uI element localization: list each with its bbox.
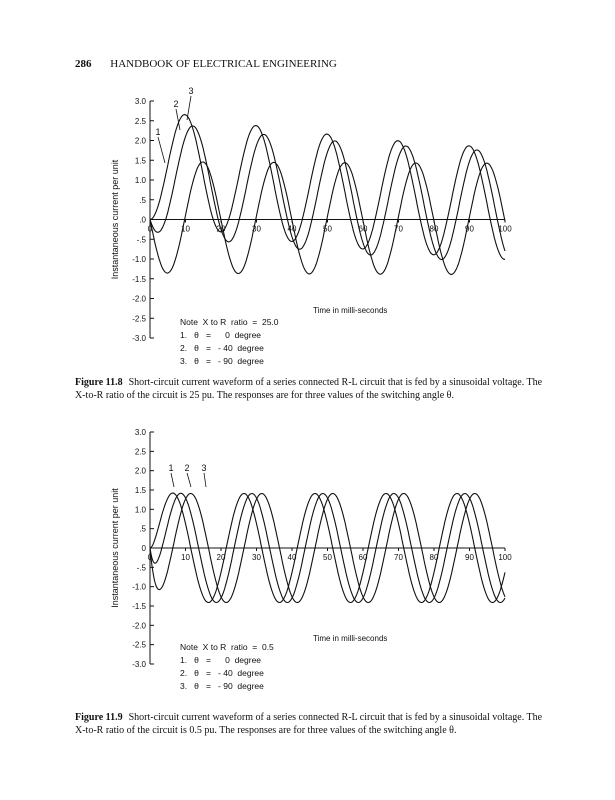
note-line: Note X to R ratio = 0.5 [180, 642, 274, 652]
x-tick-label: 60 [358, 553, 368, 562]
y-tick-label: 1.5 [134, 156, 146, 166]
figure-11-9 [0, 425, 615, 705]
y-tick-label: -2.5 [132, 314, 146, 324]
series-1-label: 1 [155, 127, 161, 137]
y-tick-label: -3.0 [132, 660, 146, 669]
y-tick-label: -1.0 [132, 255, 146, 264]
caption-figure-11-9 [75, 711, 555, 737]
x-tick-label: 80 [429, 224, 439, 234]
series-2-line [147, 126, 505, 260]
chart-figure-11-9 [0, 425, 615, 705]
x-tick-label: 10 [181, 553, 190, 562]
series-3-line [147, 162, 505, 274]
y-tick-label: .5 [139, 524, 146, 534]
x-tick-label: 50 [323, 553, 332, 562]
note-line: 2. θ = - 40 degree [180, 668, 264, 678]
x-tick-label: 30 [252, 224, 261, 234]
x-tick-label: 0 [147, 553, 153, 562]
y-tick-label: 1.0 [134, 505, 146, 515]
running-head [75, 58, 337, 70]
note-line: 1. θ = 0 degree [180, 655, 262, 665]
y-tick-label: 2.0 [134, 466, 146, 476]
y-tick-label: -2.0 [132, 621, 146, 631]
x-tick-label: 20 [216, 224, 226, 234]
x-tick-label: 100 [498, 553, 512, 562]
running-title: HANDBOOK OF ELECTRICAL ENGINEERING [110, 58, 337, 70]
series-2-label: 2 [173, 99, 179, 109]
x-tick-label: 60 [358, 224, 368, 234]
x-tick-label: 90 [465, 553, 474, 562]
series-2-leader [187, 473, 191, 487]
series-1-label: 1 [168, 463, 174, 473]
y-tick-label: 1.0 [134, 176, 146, 185]
x-tick-label: 0 [147, 224, 153, 234]
y-axis-label: Instantaneous current per unit [110, 159, 120, 280]
x-tick-label: 20 [216, 553, 226, 562]
x-tick-label: 30 [252, 553, 261, 562]
page-number: 286 [75, 58, 92, 70]
note-line: 1. θ = 0 degree [180, 330, 262, 340]
series-3-label: 3 [201, 463, 207, 473]
y-tick-label: -1.5 [132, 602, 146, 611]
series-1-leader [171, 473, 174, 487]
x-tick-label: 40 [287, 553, 297, 562]
caption-text: Short-circuit current waveform of a series connected R-L circuit that is fed by a sinusoidal voltage. The X-to-R ratio of the circuit is 0.5 pu. The responses are for three values of the switching angle θ. [75, 712, 543, 736]
y-tick-label: 3.0 [134, 97, 146, 106]
note-line: 3. θ = - 90 degree [180, 681, 264, 691]
y-tick-label: -1.0 [132, 582, 146, 592]
series-3-leader [204, 473, 206, 487]
x-tick-label: 10 [181, 224, 190, 234]
figure-11-8 [0, 85, 615, 370]
y-tick-label: 2.5 [134, 116, 146, 126]
y-axis-label: Instantaneous current per unit [110, 488, 120, 608]
chart-figure-11-8 [0, 85, 615, 370]
y-tick-label: -3.0 [132, 334, 146, 343]
x-tick-label: 90 [465, 224, 474, 234]
note-line: 2. θ = - 40 degree [180, 343, 264, 353]
y-tick-label: .5 [139, 195, 146, 205]
series-2-label: 2 [184, 463, 190, 473]
caption-figure-11-8 [75, 376, 555, 402]
y-tick-label: -.5 [136, 235, 146, 245]
y-tick-label: 0 [141, 544, 146, 553]
x-axis-label: Time in milli-seconds [313, 306, 388, 315]
series-1-leader [158, 137, 165, 163]
series-3-label: 3 [188, 86, 194, 96]
caption-text: Short-circuit current waveform of a series connected R-L circuit that is fed by a sinusoidal voltage. The X-to-R ratio of the circuit is 25 pu. The responses are for three values of the switching angle θ. [75, 377, 543, 401]
note-line: 3. θ = - 90 degree [180, 356, 264, 366]
x-tick-label: 50 [323, 224, 332, 234]
y-tick-label: -2.5 [132, 640, 146, 650]
figure-label: Figure 11.9 [75, 712, 123, 723]
series-3-leader [187, 96, 191, 120]
y-tick-label: -1.5 [132, 274, 146, 284]
x-axis-label: Time in milli-seconds [313, 634, 388, 643]
x-tick-label: 80 [429, 553, 439, 562]
y-tick-label: 2.5 [134, 447, 146, 457]
figure-label: Figure 11.8 [75, 377, 123, 388]
x-tick-label: 70 [394, 224, 403, 234]
y-tick-label: -.5 [136, 563, 146, 573]
y-tick-label: 2.0 [134, 136, 146, 146]
y-tick-label: .0 [139, 215, 146, 225]
note-line: Note X to R ratio = 25.0 [180, 317, 279, 327]
y-tick-label: 3.0 [134, 428, 146, 437]
y-tick-label: -2.0 [132, 294, 146, 304]
x-tick-label: 70 [394, 553, 403, 562]
x-tick-label: 40 [287, 224, 297, 234]
x-tick-label: 100 [498, 224, 512, 234]
y-tick-label: 1.5 [134, 486, 146, 495]
